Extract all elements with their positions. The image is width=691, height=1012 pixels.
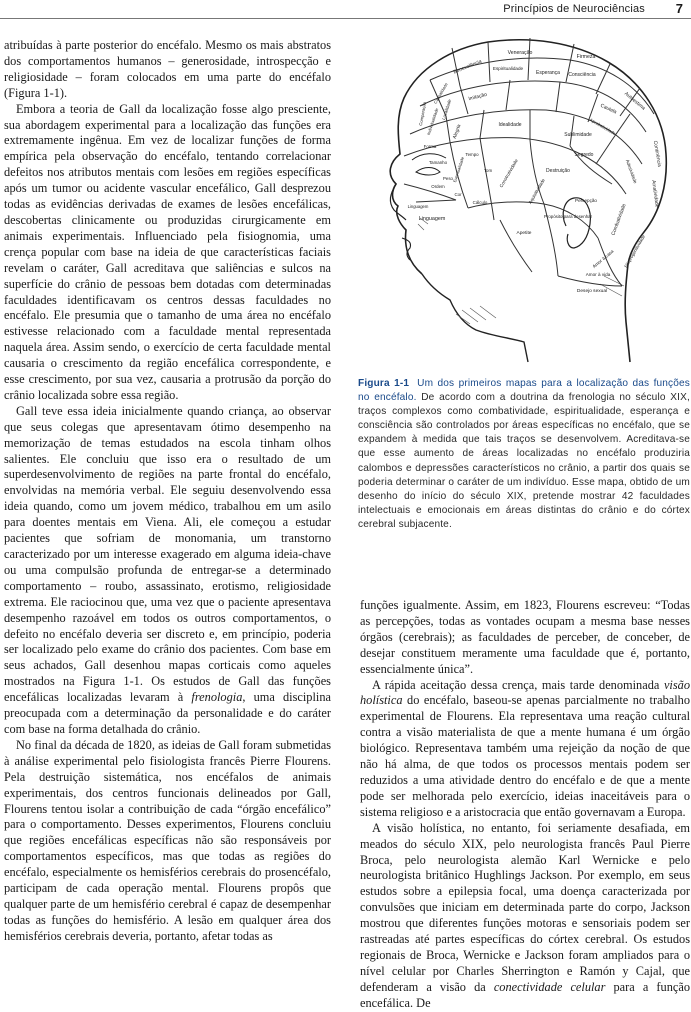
figure-title: Um dos primeiros mapas para a localização das funções no encéfalo. — [358, 378, 690, 404]
right-column — [360, 598, 690, 1010]
paragraph: atribuídas à parte posterior do encéfalo. Mesmo os mais abstratos dos comportamentos humanos – generosidade, introspecção e religiosidade – foram colocados em uma parte do encéfalo (Figura 1-1). — [4, 38, 331, 100]
faculty-label: Individualidade — [425, 107, 440, 136]
faculty-label: Esperança — [536, 70, 560, 76]
text-run: A rápida aceitação dessa crença, mais tarde denominada — [372, 677, 664, 692]
faculty-label: Cálculo — [472, 200, 488, 205]
phrenology-head-illustration — [360, 24, 691, 364]
faculty-label: Cautela — [599, 102, 618, 116]
paragraph: funções igualmente. Assim, em 1823, Flourens escreveu: “Todas as percepções, todas as vontades ocupam a mesma base nesses órgãos (cerebrais); as faculdades de perceber, de conceber, de desejar constituem meramente uma faculdade que é, portanto, essencialmente única”. — [360, 598, 690, 676]
figure-caption — [358, 377, 690, 532]
emphasis-term: visão holística — [360, 677, 690, 708]
faculty-label: Desejo sexual — [576, 289, 608, 294]
faculty-label: Amor à casa — [591, 248, 615, 270]
left-column — [4, 38, 331, 1000]
nose — [390, 184, 406, 220]
faculty-label: Segredo — [574, 152, 594, 158]
faculty-label: Espiritualidade — [492, 66, 524, 71]
eye — [416, 168, 440, 176]
faculty-label: Ordem — [431, 184, 445, 189]
faculty-label: Sublimidade — [564, 132, 592, 138]
faculty-label: Destruição — [546, 168, 570, 174]
faculty-label: Autoestima — [623, 90, 647, 112]
emphasis-term: conectividade celular — [493, 979, 606, 994]
faculty-label: Adesividade — [624, 158, 639, 185]
paragraph: No final da década de 1820, as ideias de Gall foram submetidas à análise experimental pelo fisiologista francês Pierre Flourens. Pela destruição sistemática, nos encéfalos de animais experimentais, dos centros funcionais delineados por Gall, Flourens tentou isolar a contribuição de cada “órgão encefálico” para o comportamento. Desses experimentos, Flourens concluiu que regiões encefálicas específicas não são responsáveis por comportamentos específicos, mas que todas as regiões do encéfalo, especialmente os hemisférios cerebrais do prosencéfalo, participam de cada operação mental. Flourens propôs que qualquer parte de um hemisfério cerebral é capaz de desempenhar todas as funções do hemisfério. A lesão em qualquer área dos hemisférios cerebrais deveria, portanto, afetar todas as — [4, 737, 331, 943]
text-run: do encéfalo, baseou-se apenas parcialmente no trabalho experimental de Flourens. Ela representava uma reação cultural contra a visão materialista de que a mente humana é um órgão biológico. Representava também uma rejeição da noção de que não há alma, de que todos os processos mentais podem ser reduzidos a uma atividade dentro do encéfalo e de que a mente pode ser melhorada pelo exercício, ideias inaceitáveis para o sistema religioso e a aristocracia que então governavam a Europa. — [360, 693, 690, 819]
paragraph — [360, 821, 690, 1012]
text-run: Gall teve essa ideia inicialmente quando criança, ao observar que seus colegas que apresentavam ótimo desempenho na memorização de temas estudados na escola tinham olhos salientes. Ele concluiu que isso era o resultado de um superdesenvolvimento de regiões na parte frontal do encéfalo, envolvidas na memória verbal. Ele seguiu desenvolvendo essa ideia quando, como um jovem médico, trabalhou em um asilo para doentes mentais em Viena. Ali, ele começou a estudar pacientes que sofriam de monomania, um transtorno caracterizado por um interesse exagerado em alguma ideia-chave ou uma compulsão profunda de entregar-se a determinado comportamento – roubo, assassinato, erotismo, religiosidade extrema. Ele raciocinou que, uma vez que o paciente apresentava desempenho razoável em todos os outros comportamentos, o defeito no encéfalo deveria ser discreto e, em princípio, poderia ser localizado pelo exame do crânio dos pacientes. Com base em seus achados, Gall desenhou mapas corticais como aqueles mostrados na Figura 1-1. Os estudos de Gall das funções encefálicas localizadas levaram à — [4, 403, 331, 705]
page-header — [0, 0, 691, 18]
faculty-label: Localidade — [440, 98, 453, 121]
paragraph — [4, 404, 331, 738]
faculty-label: Alegria — [452, 123, 463, 140]
faculty-label: Causalidade — [432, 81, 449, 105]
faculty-label: Construtividade — [498, 158, 519, 189]
running-title: Princípios de Neurociências — [503, 3, 645, 15]
face-profile — [422, 274, 528, 362]
faculty-label: Forma — [423, 144, 437, 149]
faculty-label: Idealidade — [498, 122, 522, 128]
faculty-label: Continência — [651, 140, 663, 168]
faculty-label: Benevolência — [452, 58, 483, 76]
faculty-label: Aprobatividade — [588, 117, 617, 137]
paragraph — [360, 678, 690, 821]
ear — [563, 198, 590, 248]
paragraph: Embora a teoria de Gall da localização fosse algo presciente, sua abordagem experimental para a localização das funções era extremamente ingênua. Em vez de localizar funções de forma empírica pela observação do encéfalo, tentando correlacionar defeitos nos atributos mentais com lesões em regiões específicas após um tumor ou acidente vascular encefálico, Gall desprezou todas as evidências derivadas de exames de lesões encefálicas, descobertas clinicamente ou produzidas cirurgicamente em animais experimentais. Influenciado pela fisiognomia, uma crença popular com base na ideia de que características faciais revelam o caráter, Gall acreditava que saliências e sulcos na superfície do crânio de pessoas bem dotadas com determinadas faculdades identificavam os centros dessas faculdades no encéfalo. Ele presumia que o tamanho de uma área no encéfalo estivesse relacionado com a faculdade mental representada naquela área. Assim sendo, o exercício de certa faculdade mental causaria o crescimento da região encefálica correspondente, e esse crescimento, por sua vez, causaria a protrusão da porção do crânio localizada sobre essa região. — [4, 101, 331, 402]
faculty-label: Tom — [483, 168, 493, 173]
faculty-label: Amor à vida — [585, 272, 611, 277]
faculty-label: Consciência — [568, 72, 596, 78]
faculty-label: Filoprogenitividade — [623, 234, 647, 269]
faculty-label: Aquisitividade — [527, 177, 546, 205]
faculty-label: Tamanho — [428, 160, 448, 165]
faculty-label: Cor — [454, 192, 462, 197]
faculty-label: Tempo — [465, 152, 479, 157]
faculty-label: Amatividade — [650, 179, 660, 208]
header-rule — [0, 18, 691, 19]
text-run: A visão holística, no entanto, foi seriamente desafiada, em meados do século XIX, pelo neurologista francês Paul Pierre Broca, pelo neurologista alemão Karl Wernicke e pelo neurologista britânico Hughlings Jackson. Por exemplo, em seus estudos sobre a epilepsia focal, uma doença caracterizada por convulsões que iniciam em determinada parte do corpo, Jackson mostrou que diferentes funções motoras e sensoriais podem ser rastreadas até partes específicas do córtex cerebral. Os estudos regionais de Broca, Wernicke e Jackson foram ampliados para o nível celular por Charles Sherrington e Ramón y Cajal, que defenderam a visão da — [360, 820, 690, 994]
faculty-label: Imitação — [467, 91, 488, 103]
faculty-label: Percepção — [575, 198, 597, 203]
faculty-label: Peso — [442, 176, 454, 181]
text-run: , uma disciplina preocupada com a determinação da personalidade e do caráter com base na forma detalhada do crânio. — [4, 690, 331, 736]
faculty-label: Veneração — [507, 50, 533, 56]
faculty-label: Comparação — [417, 101, 428, 126]
faculty-label: Firmeza — [576, 54, 596, 60]
faculty-label: Linguagem — [418, 216, 446, 222]
page-number: 7 — [675, 1, 683, 16]
phrenology-figure — [360, 24, 691, 364]
faculty-label: Apetite — [516, 231, 532, 236]
emphasis-term: frenologia — [191, 690, 243, 705]
caption-text: De acordo com a doutrina da frenologia no século XIX, traços complexos como combatividade, espiritualidade, esperança e consciência são controlados por áreas específicas no encéfalo, que se expandem à medida que tais traços se desenvolvem. Acreditava-se que esse aumento de áreas localizadas no encéfalo produziria calombos e depressões característicos no crânio, a partir dos quais se poderia determinar o caráter de um indivíduo. Esse mapa, obtido de um desenho do início do século XIX, pretende mostrar 42 faculdades intelectuais e emocionais em áreas distintas do crânio e do córtex cerebral subjacente. — [358, 392, 690, 530]
faculty-label: Linguagem — [407, 204, 429, 209]
figure-label: Figura 1-1 — [358, 378, 410, 389]
faculty-label: Propósito para desenhar — [543, 214, 593, 219]
text-run: para a função encefálica. De — [360, 979, 690, 1010]
faculty-label: Eventualidade — [452, 156, 466, 183]
faculty-label: Combatividade — [610, 202, 628, 237]
